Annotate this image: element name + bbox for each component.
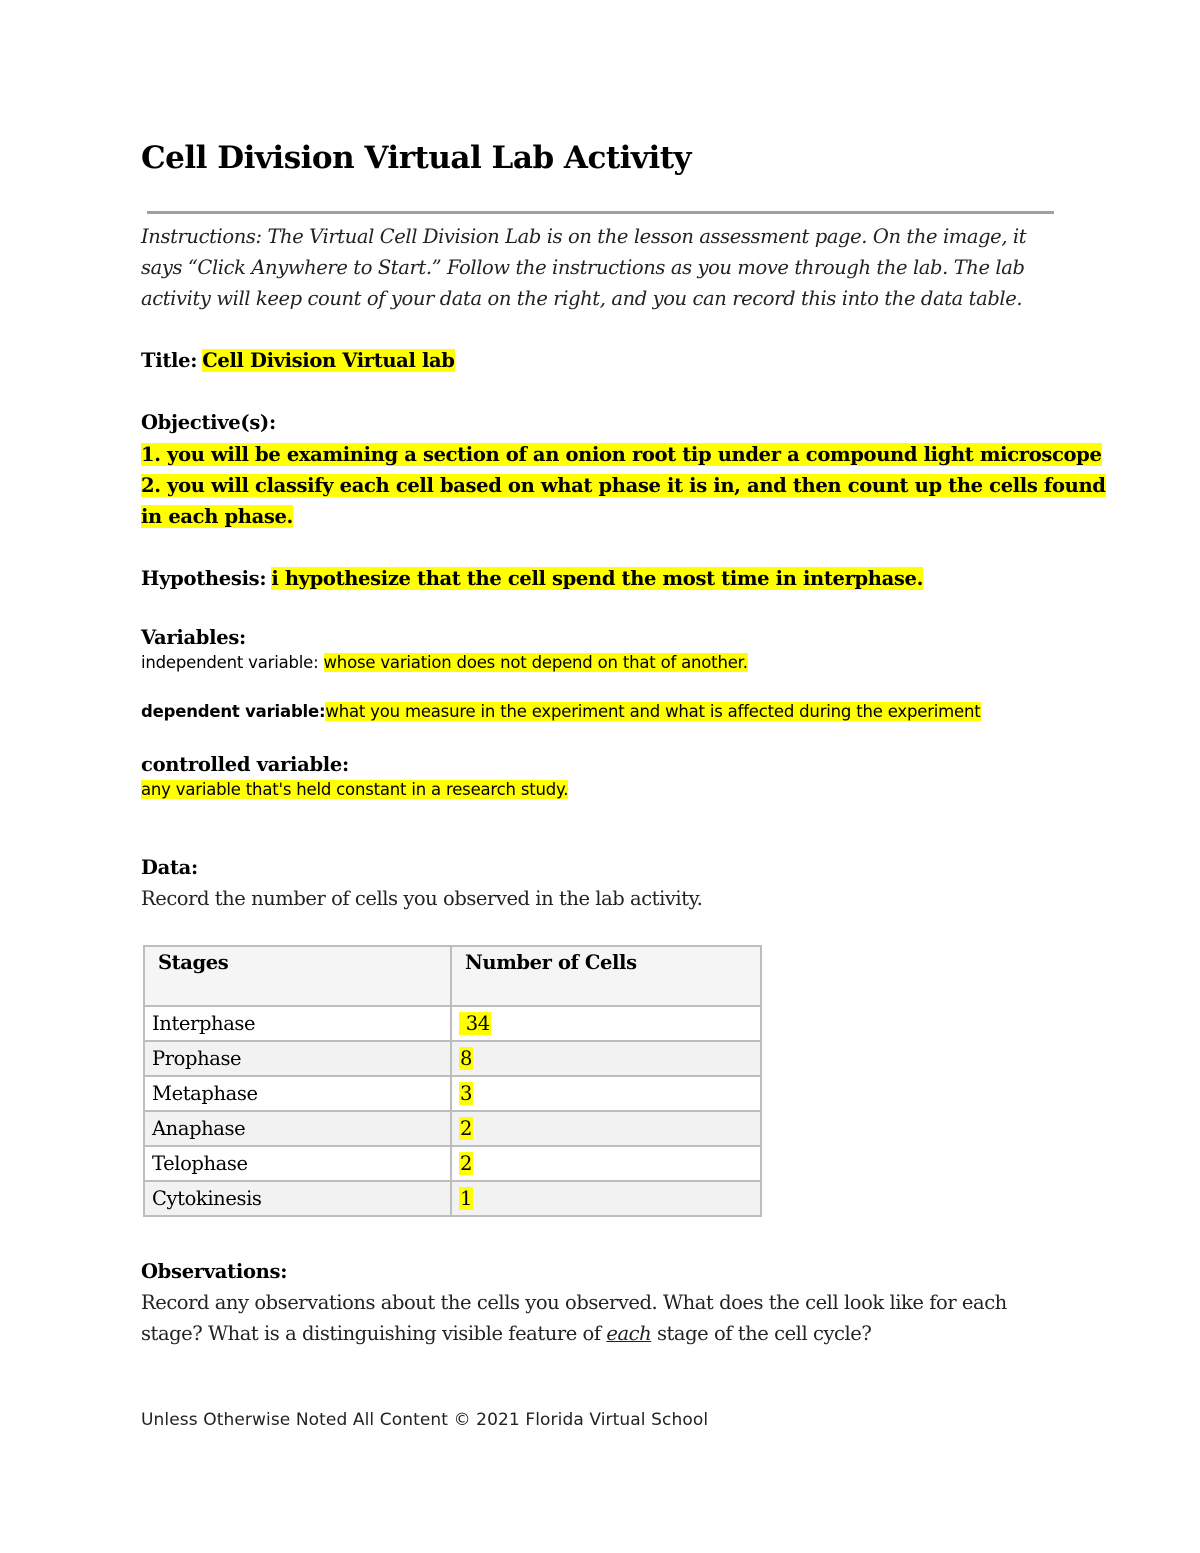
count-value: 3 xyxy=(460,1082,473,1105)
count-cell[interactable] xyxy=(451,1041,761,1076)
count-cell[interactable] xyxy=(451,1111,761,1146)
observations-emphasis: each xyxy=(606,1322,652,1345)
table-row xyxy=(144,1076,761,1111)
title-divider xyxy=(147,211,1054,214)
data-label: Data: xyxy=(141,856,198,879)
independent-variable-label: independent variable: xyxy=(141,653,324,672)
count-cell[interactable] xyxy=(451,1006,761,1041)
table-row xyxy=(144,1041,761,1076)
dependent-variable-value: what you measure in the experiment and what is affected during the experiment xyxy=(325,702,981,721)
count-cell[interactable] xyxy=(451,1181,761,1216)
header-stages: Stages xyxy=(144,946,451,1006)
objective-1: 1. you will be examining a section of an onion root tip under a compound light microscope xyxy=(141,443,1102,466)
hypothesis-field xyxy=(141,567,923,590)
table-row xyxy=(144,1111,761,1146)
observations-line-1: Record any observations about the cells you observed. What does the cell look like for each xyxy=(141,1291,1007,1314)
instructions-line-1: Instructions: The Virtual Cell Division Lab is on the lesson assessment page. On the image, it xyxy=(141,225,1027,248)
count-value: 2 xyxy=(460,1117,473,1140)
title-label: Title: xyxy=(141,349,198,372)
count-value: 1 xyxy=(460,1187,473,1210)
variables-label: Variables: xyxy=(141,626,246,649)
stage-cell: Metaphase xyxy=(144,1076,451,1111)
instructions-line-2: says “Click Anywhere to Start.” Follow the instructions as you move through the lab. The lab xyxy=(141,256,1025,279)
count-cell[interactable] xyxy=(451,1146,761,1181)
count-value: 8 xyxy=(460,1047,473,1070)
table-row xyxy=(144,1006,761,1041)
dependent-variable xyxy=(141,702,981,721)
observations-label: Observations: xyxy=(141,1260,288,1283)
independent-variable-value: whose variation does not depend on that of another. xyxy=(323,653,748,672)
data-table xyxy=(143,945,762,1217)
independent-variable xyxy=(141,653,748,672)
controlled-variable-value: any variable that's held constant in a research study. xyxy=(141,780,569,799)
hypothesis-value: i hypothesize that the cell spend the most time in interphase. xyxy=(271,567,924,590)
instructions-line-3: activity will keep count of your data on the right, and you can record this into the data table. xyxy=(141,287,1023,310)
table-row xyxy=(144,1146,761,1181)
title-value: Cell Division Virtual lab xyxy=(202,349,455,372)
objective-2: 2. you will classify each cell based on what phase it is in, and then count up the cells found xyxy=(141,474,1106,497)
count-value: 2 xyxy=(460,1152,473,1175)
stage-cell: Interphase xyxy=(144,1006,451,1041)
controlled-variable-label: controlled variable: xyxy=(141,753,349,776)
table-row xyxy=(144,1181,761,1216)
objectives-label: Objective(s): xyxy=(141,411,276,434)
footer-copyright: Unless Otherwise Noted All Content © 2021 Florida Virtual School xyxy=(141,1410,709,1430)
data-instruction: Record the number of cells you observed in the lab activity. xyxy=(141,887,703,910)
observations-line-2 xyxy=(141,1322,871,1345)
observations-line-2-end: stage of the cell cycle? xyxy=(651,1322,872,1345)
observations-line-2-start: stage? What is a distinguishing visible feature of xyxy=(141,1322,607,1345)
stage-cell: Cytokinesis xyxy=(144,1181,451,1216)
stage-cell: Prophase xyxy=(144,1041,451,1076)
count-cell[interactable] xyxy=(451,1076,761,1111)
stage-cell: Anaphase xyxy=(144,1111,451,1146)
table-header-row xyxy=(144,946,761,1006)
stage-cell: Telophase xyxy=(144,1146,451,1181)
header-number-of-cells: Number of Cells xyxy=(451,946,761,1006)
dependent-variable-label: dependent variable: xyxy=(141,702,326,721)
count-value: 34 xyxy=(460,1012,490,1035)
title-field xyxy=(141,349,455,372)
page-title: Cell Division Virtual Lab Activity xyxy=(141,140,692,176)
hypothesis-label: Hypothesis: xyxy=(141,567,267,590)
objective-3: in each phase. xyxy=(141,505,293,528)
